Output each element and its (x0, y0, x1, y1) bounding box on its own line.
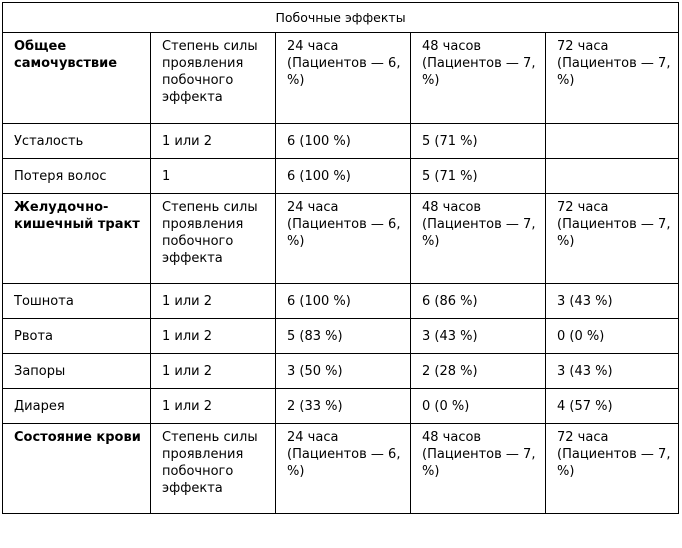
h48-header: 48 часов (Пациентов — 7, %) (411, 33, 546, 124)
h24-header: 24 часа (Пациентов — 6, %) (276, 194, 411, 284)
section-header-row (3, 33, 679, 124)
effect-degree: 1 или 2 (151, 284, 276, 319)
effect-name: Рвота (3, 319, 151, 354)
effect-h72 (546, 124, 679, 159)
degree-header: Степень силы проявления побочного эффекта (151, 33, 276, 124)
h24-header: 24 часа (Пациентов — 6, %) (276, 424, 411, 514)
effect-h72: 4 (57 %) (546, 389, 679, 424)
effect-h72: 0 (0 %) (546, 319, 679, 354)
effect-h24: 6 (100 %) (276, 284, 411, 319)
effect-name: Тошнота (3, 284, 151, 319)
effect-h24: 6 (100 %) (276, 159, 411, 194)
effect-h48: 6 (86 %) (411, 284, 546, 319)
effect-h72 (546, 159, 679, 194)
effect-name: Потеря волос (3, 159, 151, 194)
effect-h48: 5 (71 %) (411, 124, 546, 159)
h24-header: 24 часа (Пациентов — 6, %) (276, 33, 411, 124)
effect-degree: 1 (151, 159, 276, 194)
effect-h48: 5 (71 %) (411, 159, 546, 194)
effect-h24: 2 (33 %) (276, 389, 411, 424)
table-row (3, 354, 679, 389)
effect-degree: 1 или 2 (151, 354, 276, 389)
effect-name: Диарея (3, 389, 151, 424)
effect-h24: 3 (50 %) (276, 354, 411, 389)
effect-h24: 6 (100 %) (276, 124, 411, 159)
effect-h72: 3 (43 %) (546, 284, 679, 319)
h72-header: 72 часа (Пациентов — 7, %) (546, 33, 679, 124)
table-row (3, 159, 679, 194)
effect-h48: 0 (0 %) (411, 389, 546, 424)
table-row (3, 319, 679, 354)
table-title: Побочные эффекты (3, 3, 679, 33)
section-label: Состояние крови (3, 424, 151, 514)
table-row (3, 389, 679, 424)
effect-degree: 1 или 2 (151, 389, 276, 424)
effect-name: Запоры (3, 354, 151, 389)
effect-h72: 3 (43 %) (546, 354, 679, 389)
effect-degree: 1 или 2 (151, 319, 276, 354)
h72-header: 72 часа (Пациентов — 7, %) (546, 194, 679, 284)
table-row (3, 284, 679, 319)
effect-h24: 5 (83 %) (276, 319, 411, 354)
effect-h48: 2 (28 %) (411, 354, 546, 389)
effect-h48: 3 (43 %) (411, 319, 546, 354)
degree-header: Степень силы проявления побочного эффекта (151, 194, 276, 284)
effect-degree: 1 или 2 (151, 124, 276, 159)
section-header-row (3, 194, 679, 284)
table-row (3, 124, 679, 159)
section-label: Общее самочувствие (3, 33, 151, 124)
degree-header: Степень силы проявления побочного эффекта (151, 424, 276, 514)
h48-header: 48 часов (Пациентов — 7, %) (411, 424, 546, 514)
h48-header: 48 часов (Пациентов — 7, %) (411, 194, 546, 284)
h72-header: 72 часа (Пациентов — 7, %) (546, 424, 679, 514)
section-label: Желудочно-кишечный тракт (3, 194, 151, 284)
side-effects-table (2, 2, 679, 514)
effect-name: Усталость (3, 124, 151, 159)
section-header-row (3, 424, 679, 514)
title-row (3, 3, 679, 33)
